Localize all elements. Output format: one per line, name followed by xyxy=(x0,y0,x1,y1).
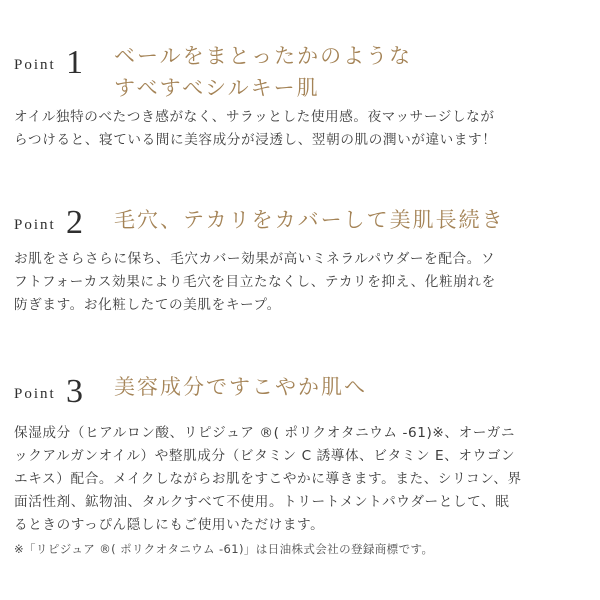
body-line: エキス）配合。メイクしながらお肌をすこやかに導きます。また、シリコン、界 xyxy=(14,471,522,487)
point-section-1 xyxy=(14,38,590,148)
body-line: オイル独特のべたつき感がなく、サラッとした使用感。夜マッサージしなが xyxy=(14,109,495,125)
point-word: Point xyxy=(14,57,56,73)
body-line: 保湿成分（ヒアルロン酸、リピジュア ®( ポリクオタニウム -61)※、オーガニ xyxy=(14,425,516,441)
trademark-footnote: ※「リピジュア ®( ポリクオタニウム -61)」は日油株式会社の登録商標です。 xyxy=(14,542,434,556)
heading-line: 毛穴、テカリをカバーして美肌長続き xyxy=(114,208,505,232)
body-line: るときのすっぴん隠しにもご使用いただけます。 xyxy=(14,517,325,533)
point-number: 1 xyxy=(66,44,83,81)
body-line: 防ぎます。お化粧したての美肌をキープ。 xyxy=(14,297,281,313)
point-section-2 xyxy=(14,198,590,313)
body-line: お肌をさらさらに保ち、毛穴カバー効果が高いミネラルパウダーを配合。ソ xyxy=(14,251,496,267)
point-body-1 xyxy=(14,106,590,152)
point-heading-3 xyxy=(114,371,367,403)
body-line: 面活性剤、鉱物油、タルクすべて不使用。トリートメントパウダーとして、眠 xyxy=(14,494,510,510)
body-line: らつけると、寝ている間に美容成分が浸透し、翌朝の肌の潤いが違います！ xyxy=(14,132,497,148)
heading-line: 美容成分ですこやか肌へ xyxy=(114,375,367,399)
body-line: フトフォーカス効果により毛穴を目立たなくし、テカリを抑え、化粧崩れを xyxy=(14,274,496,290)
point-heading-1 xyxy=(114,40,412,104)
point-body-2 xyxy=(14,248,590,317)
body-line: ックアルガンオイル）や整肌成分（ビタミン C 誘導体、ビタミン E、オウゴン xyxy=(14,448,516,464)
point-body-3 xyxy=(14,422,590,537)
point-word: Point xyxy=(14,217,56,233)
point-word: Point xyxy=(14,386,56,402)
point-section-3 xyxy=(14,367,590,533)
heading-line: すべすべシルキー肌 xyxy=(114,76,320,100)
point-heading-2 xyxy=(114,204,505,236)
heading-line: ベールをまとったかのような xyxy=(114,44,413,68)
point-number: 2 xyxy=(66,204,83,241)
point-number: 3 xyxy=(66,373,83,410)
